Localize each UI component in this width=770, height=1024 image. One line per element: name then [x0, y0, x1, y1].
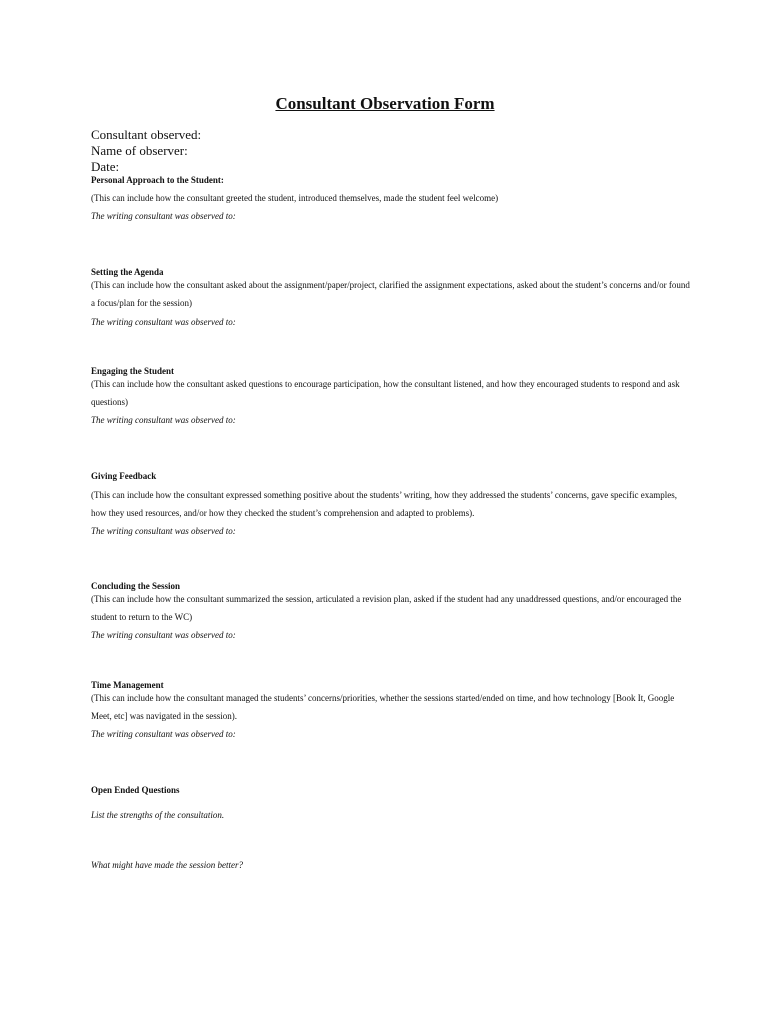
- observation-prompt: The writing consultant was observed to:: [91, 415, 236, 425]
- section-description-personal-approach: (This can include how the consultant greeted the student, introduced themselves, made the student feel welcome): [91, 193, 499, 203]
- date-field: Date:: [91, 159, 120, 174]
- section-description-engaging-student: (This can include how the consultant asked questions to encourage participation, how the consultant listened, and how they encouraged students to respond and ask questions): [91, 379, 680, 407]
- section-description-giving-feedback: (This can include how the consultant expressed something positive about the students’ writing, how they addressed the students’ concerns, gave specific examples, how they used resources, and/or how they checked the student’s comprehension and adapted to problems).: [91, 490, 678, 518]
- observation-prompt: The writing consultant was observed to:: [91, 211, 236, 221]
- section-heading-engaging-student: Engaging the Student: [91, 366, 175, 376]
- section-heading-setting-agenda: Setting the Agenda: [91, 267, 164, 277]
- section-heading-open-ended: Open Ended Questions: [91, 785, 180, 795]
- page-title: Consultant Observation Form: [275, 94, 495, 113]
- consultant-observed-field: Consultant observed:: [91, 127, 202, 142]
- section-heading-time-management: Time Management: [91, 680, 164, 690]
- observation-prompt: The writing consultant was observed to:: [91, 526, 236, 536]
- open-question-strengths: List the strengths of the consultation.: [91, 810, 225, 820]
- section-heading-giving-feedback: Giving Feedback: [91, 471, 157, 481]
- section-description-time-management: (This can include how the consultant managed the students’ concerns/priorities, whether the sessions started/ended on time, and how technology [Book It, Google Meet, etc] was navigated in the session).: [91, 693, 675, 721]
- section-description-setting-agenda: (This can include how the consultant asked about the assignment/paper/project, clarified the assignment expectations, asked about the student’s concerns and/or found a focus/plan for the session): [91, 280, 690, 308]
- section-heading-personal-approach: Personal Approach to the Student:: [91, 175, 224, 185]
- section-description-concluding-session: (This can include how the consultant summarized the session, articulated a revision plan, asked if the student had any unaddressed questions, and/or encouraged the student to return to the WC): [91, 594, 682, 622]
- observation-prompt: The writing consultant was observed to:: [91, 630, 236, 640]
- observer-name-field: Name of observer:: [91, 143, 188, 158]
- section-heading-concluding-session: Concluding the Session: [91, 581, 181, 591]
- observation-prompt: The writing consultant was observed to:: [91, 317, 236, 327]
- open-question-improvements: What might have made the session better?: [91, 860, 243, 870]
- observation-prompt: The writing consultant was observed to:: [91, 729, 236, 739]
